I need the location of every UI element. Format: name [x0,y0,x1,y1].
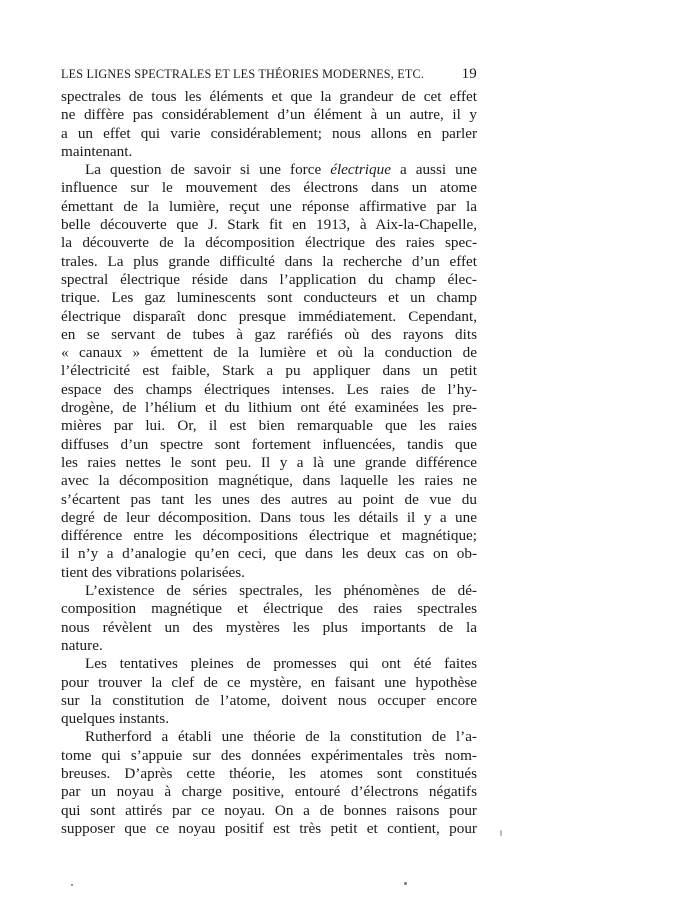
text-line-paragraph-start: Les tentatives pleines de promesses qui ont été faites [85,655,477,673]
text-line: avec la décomposition magnétique, dans laquelle les raies ne [61,472,477,490]
text-line: en se servant de tubes à gaz raréfiés où des rayons dits [61,325,477,343]
text-line: « canaux » émettent de la lumière et où la conduction de [61,344,477,362]
text-line-paragraph-start: L’existence de séries spectrales, les phénomènes de dé- [85,582,477,600]
scan-speck [71,884,73,886]
text-line: s’écartent pas tant les unes des autres au point de vue du [61,490,477,508]
running-head [61,64,477,84]
text-line: par un noyau à charge positive, entouré d’électrons négatifs [61,783,477,801]
text-line: trales. La plus grande difficulté dans la recherche d’un effet [61,252,477,270]
text-line: belle découverte que J. Stark fit en 1913, à Aix-la-Chapelle, [61,216,477,234]
text-line: spectrales de tous les éléments et que la grandeur de cet effet [61,88,477,105]
text-line: quelques instants. [61,710,169,728]
text-line: composition magnétique et électrique des raies spectrales [61,600,477,618]
text-line: ne diffère pas considérablement d’un élément à un autre, il y [61,106,477,124]
text-line: différence entre les décompositions électrique et magnétique; [61,527,477,545]
text-line: qui sont attirés par ce noyau. On a de bonnes raisons pour [61,801,477,819]
emphasized-word: électrique [330,161,391,179]
text-line: tient des vibrations polarisées. [61,563,245,581]
page-number: 19 [461,66,477,82]
text-line: espace des champs électriques intenses. Les raies de l’hy- [61,380,477,398]
text-line: pour trouver la clef de ce mystère, en faisant une hypothèse [61,673,477,691]
text-line: influence sur le mouvement des électrons dans un atome [61,179,477,197]
text-line: a un effet qui varie considérablement; nous allons en parler [61,124,477,142]
text-line: les raies nettes le sont peu. Il y a là une grande différence [61,453,477,471]
scan-speck [500,830,502,836]
text-line: nous révèlent un des mystères les plus importants de la [61,618,477,636]
text-line: émettant de la lumière, reçut une réponse affirmative par la [61,197,477,215]
text-line: la découverte de la décomposition électrique des raies spec- [61,234,477,252]
text-line-paragraph-start: La question de savoir si une force électrique a aussi une [85,161,478,179]
text-line: nature. [61,636,103,654]
text-line: diffuses d’un spectre sont fortement influencées, tandis que [61,435,477,453]
text-line: supposer que ce noyau positif est très petit et contient, pour [61,819,477,837]
body-text [61,88,477,838]
text-line: électrique disparaît donc presque immédiatement. Cependant, [61,307,477,325]
text-line: trique. Les gaz luminescents sont conducteurs et un champ [61,289,477,307]
text-line: degré de leur décomposition. Dans tous les détails il y a une [61,508,477,526]
text-line: mières par lui. Or, il est bien remarquable que les raies [61,417,477,435]
text-line: tome qui s’appuie sur des données expérimentales très nom- [61,746,477,764]
text-line: breuses. D’après cette théorie, les atomes sont constitués [61,764,477,782]
text-line-paragraph-start: Rutherford a établi une théorie de la constitution de l’a- [85,728,477,746]
text-line: sur la constitution de l’atome, doivent nous occuper encore [61,691,477,709]
text-line: spectral électrique réside dans l’application du champ élec- [61,270,477,288]
scan-speck [404,882,407,885]
text-line: drogène, de l’hélium et du lithium ont été examinées les pre- [61,399,477,417]
text-line: l’électricité est faible, Stark a pu appliquer dans un petit [61,362,477,380]
text-line: maintenant. [61,142,133,160]
text-line: il n’y a d’analogie qu’en ceci, que dans les deux cas on ob- [61,545,477,563]
running-head-title: LES LIGNES SPECTRALES ET LES THÉORIES MODERNES, ETC. [61,67,425,81]
